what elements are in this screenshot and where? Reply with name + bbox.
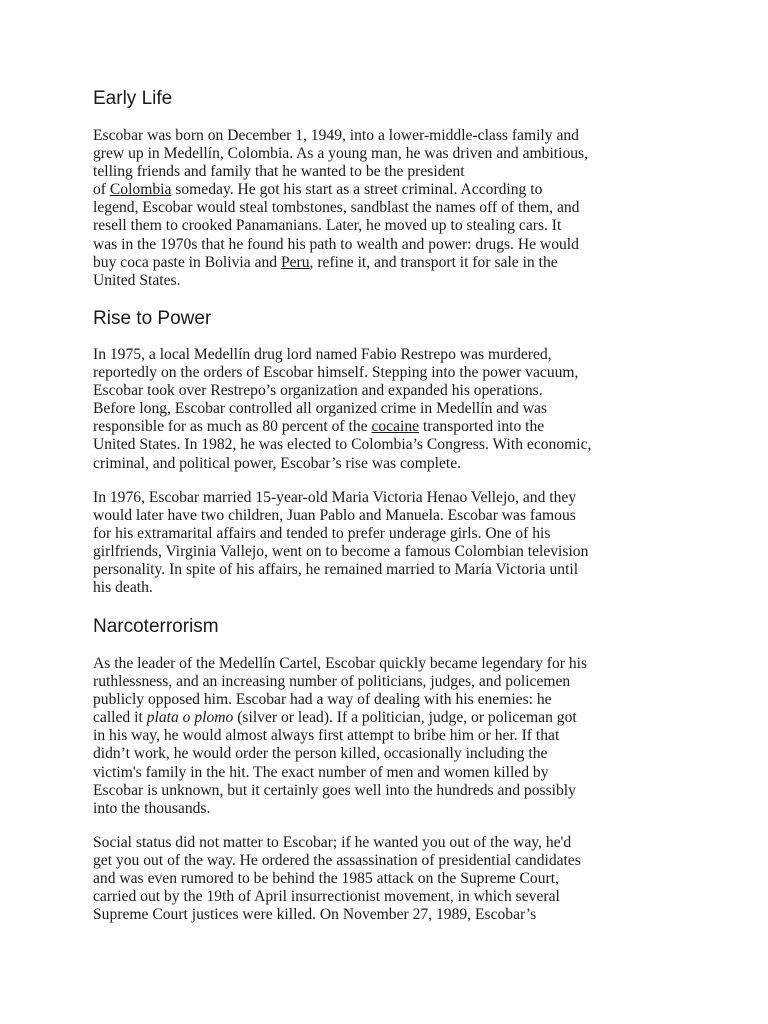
text-line: United States. In 1982, he was elected to Colombia’s Congress. With economic, xyxy=(93,436,592,454)
text-line: Before long, Escobar controlled all organized crime in Medellín and was xyxy=(93,400,547,418)
text-line: didn’t work, he would order the person killed, occasionally including the xyxy=(93,745,548,763)
link-colombia[interactable]: Colombia xyxy=(109,181,172,199)
text-line: buy coca paste in Bolivia and Peru, refine it, and transport it for sale in the xyxy=(93,253,558,271)
paragraph-rise-to-power-2 xyxy=(93,489,683,598)
text-line: carried out by the 19th of April insurrectionist movement, in which several xyxy=(93,888,560,906)
paragraph-narcoterrorism-1 xyxy=(93,655,683,818)
text-line: Escobar was born on December 1, 1949, into a lower-middle-class family and xyxy=(93,127,579,144)
text-line: legend, Escobar would steal tombstones, sandblast the names off of them, and xyxy=(93,199,580,217)
text-line: Supreme Court justices were killed. On November 27, 1989, Escobar’s xyxy=(93,906,537,924)
italic-text: plata o plomo xyxy=(146,709,234,727)
paragraph-rise-to-power-1 xyxy=(93,346,683,473)
text-line: As the leader of the Medellín Cartel, Escobar quickly became legendary for his xyxy=(93,655,588,672)
text-line: Escobar took over Restrepo’s organization and expanded his operations. xyxy=(93,382,543,400)
text-line: ruthlessness, and an increasing number of politicians, judges, and policemen xyxy=(93,673,571,691)
text-line: girlfriends, Virginia Vallejo, went on to become a famous Colombian television xyxy=(93,543,589,561)
text-line: get you out of the way. He ordered the assassination of presidential candidates xyxy=(93,852,581,870)
text-line: resell them to crooked Panamanians. Later, he moved up to stealing cars. It xyxy=(93,217,562,235)
text-line: called it plata o plomo (silver or lead). If a politician, judge, or policeman got xyxy=(93,709,577,727)
text-line: In 1976, Escobar married 15-year-old Maria Victoria Henao Vellejo, and they xyxy=(93,489,577,506)
text-line: would later have two children, Juan Pablo and Manuela. Escobar was famous xyxy=(93,507,576,525)
text-line: victim's family in the hit. The exact number of men and women killed by xyxy=(93,763,549,781)
text-line: Social status did not matter to Escobar; if he wanted you out of the way, he'd xyxy=(93,834,572,851)
text-line: personality. In spite of his affairs, he remained married to María Victoria until xyxy=(93,561,579,579)
text-line: grew up in Medellín, Colombia. As a young man, he was driven and ambitious, xyxy=(93,145,589,163)
text-line: into the thousands. xyxy=(93,799,211,817)
text-line: for his extramarital affairs and tended to prefer underage girls. One of his xyxy=(93,525,551,543)
text-line: In 1975, a local Medellín drug lord named Fabio Restrepo was murdered, xyxy=(93,346,552,363)
text-line: publicly opposed him. Escobar had a way of dealing with his enemies: he xyxy=(93,691,552,709)
text-line: criminal, and political power, Escobar’s rise was complete. xyxy=(93,454,462,472)
text-line: of Colombia someday. He got his start as a street criminal. According to xyxy=(93,181,543,199)
link-cocaine[interactable]: cocaine xyxy=(371,418,420,436)
heading-rise-to-power: Rise to Power xyxy=(93,308,212,329)
link-peru[interactable]: Peru xyxy=(280,253,310,271)
text-line: in his way, he would almost always first attempt to bribe him or her. If that xyxy=(93,727,560,745)
text-line: telling friends and family that he wanted to be the president xyxy=(93,163,465,181)
text-line: United States. xyxy=(93,271,181,289)
text-line: Escobar is unknown, but it certainly goes well into the hundreds and possibly xyxy=(93,781,576,799)
text-line: and was even rumored to be behind the 1985 attack on the Supreme Court, xyxy=(93,870,559,888)
paragraph-narcoterrorism-2 xyxy=(93,834,683,924)
heading-early-life: Early Life xyxy=(93,88,173,109)
text-line: was in the 1970s that he found his path to wealth and power: drugs. He would xyxy=(93,235,579,253)
paragraph-early-life-1 xyxy=(93,127,683,290)
text-line: his death. xyxy=(93,579,153,597)
heading-narcoterrorism: Narcoterrorism xyxy=(93,616,219,637)
text-line: reportedly on the orders of Escobar himself. Stepping into the power vacuum, xyxy=(93,364,579,382)
text-line: responsible for as much as 80 percent of the cocaine transported into the xyxy=(93,418,545,436)
